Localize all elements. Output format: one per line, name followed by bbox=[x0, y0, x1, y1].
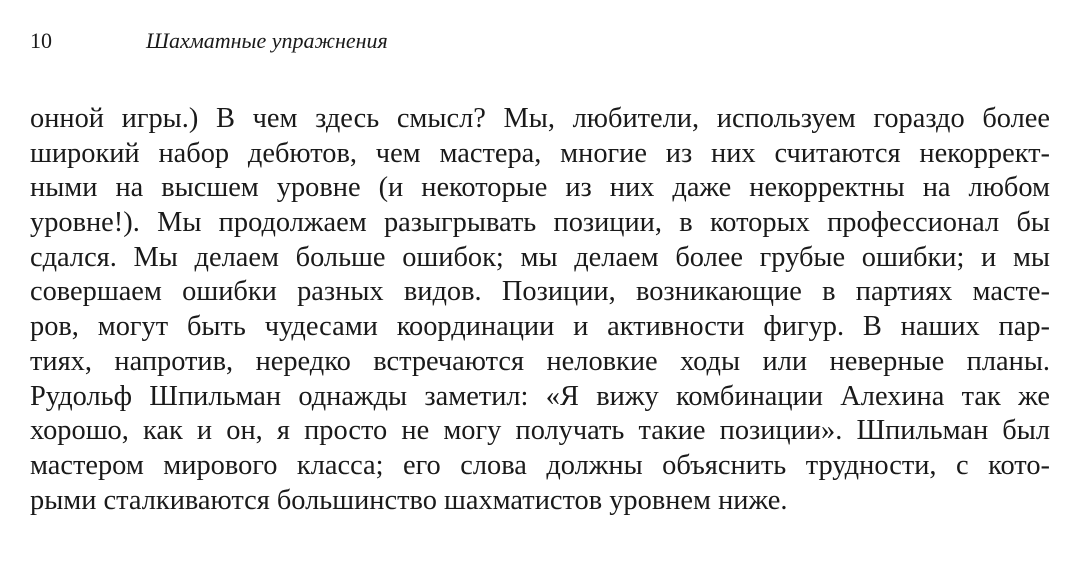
text-line-5: сдался. Мы делаем больше ошибок; мы делаем более грубые ошибки; и мы bbox=[30, 241, 1050, 273]
text-line-6: совершаем ошибки разных видов. Позиции, возникающие в партиях масте- bbox=[30, 276, 1050, 308]
running-head bbox=[30, 26, 1050, 56]
text-line-11: мастером мирового класса; его слова должны объяснить трудности, с кото- bbox=[30, 449, 1050, 481]
body-paragraph bbox=[30, 102, 1050, 518]
text-line-12: рыми сталкиваются большинство шахматистов уровнем ниже. bbox=[30, 484, 788, 516]
text-line-2: широкий набор дебютов, чем мастера, многие из них считаются некоррект- bbox=[30, 137, 1050, 169]
text-line-9: Рудольф Шпильман однажды заметил: «Я вижу комбинации Алехина так же bbox=[30, 380, 1050, 412]
running-title: Шахматные упражнения bbox=[146, 28, 388, 53]
text-line-3: ными на высшем уровне (и некоторые из них даже некорректны на любом bbox=[30, 172, 1050, 204]
text-line-7: ров, могут быть чудесами координации и активности фигур. В наших пар- bbox=[30, 311, 1050, 343]
text-line-4: уровне!). Мы продолжаем разыгрывать позиции, в которых профессионал бы bbox=[30, 207, 1050, 239]
text-line-8: тиях, напротив, нередко встречаются неловкие ходы или неверные планы. bbox=[30, 345, 1050, 377]
text-line-1: онной игры.) В чем здесь смысл? Мы, любители, используем гораздо более bbox=[30, 103, 1050, 134]
page-number: 10 bbox=[30, 28, 52, 53]
text-line-10: хорошо, как и он, я просто не могу получать такие позиции». Шпильман был bbox=[30, 415, 1050, 447]
